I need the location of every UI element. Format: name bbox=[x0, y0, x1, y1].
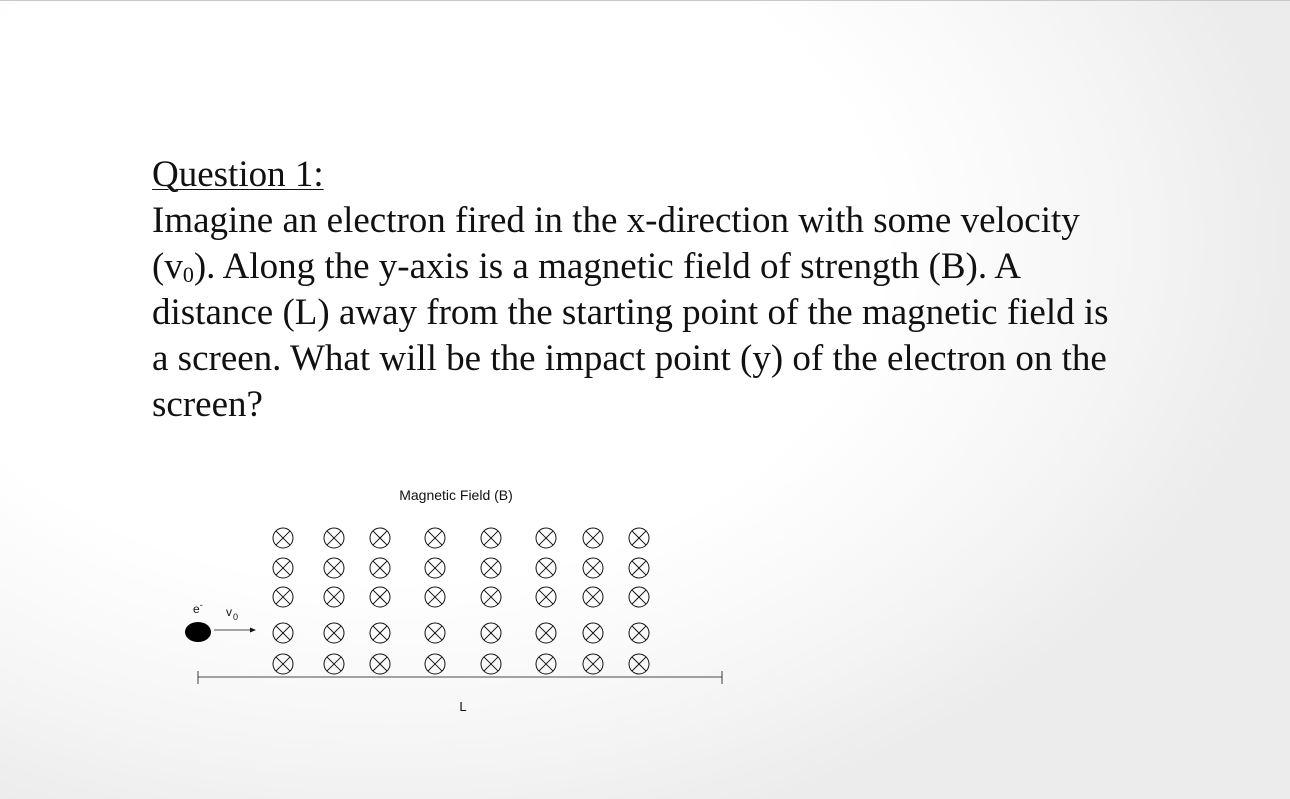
field-into-page-icon bbox=[583, 528, 603, 548]
question-body bbox=[152, 198, 1152, 428]
field-into-page-icon bbox=[324, 558, 344, 578]
distance-label: L bbox=[459, 699, 467, 714]
field-label: Magnetic Field (B) bbox=[399, 487, 513, 503]
field-into-page-icon bbox=[370, 528, 390, 548]
field-into-page-icon bbox=[583, 654, 603, 674]
field-into-page-icon bbox=[324, 623, 344, 643]
field-into-page-icon bbox=[273, 587, 293, 607]
field-grid bbox=[273, 528, 649, 674]
field-into-page-icon bbox=[536, 587, 556, 607]
question-heading: Question 1: bbox=[152, 154, 324, 195]
field-into-page-icon bbox=[273, 654, 293, 674]
magnetic-field-diagram bbox=[0, 470, 760, 730]
question-line-2-text-a: (v bbox=[152, 246, 183, 287]
field-into-page-icon bbox=[481, 558, 501, 578]
field-into-page-icon bbox=[536, 558, 556, 578]
field-into-page-icon bbox=[370, 654, 390, 674]
field-into-page-icon bbox=[481, 654, 501, 674]
field-into-page-icon bbox=[425, 623, 445, 643]
field-into-page-icon bbox=[583, 587, 603, 607]
field-into-page-icon bbox=[481, 528, 501, 548]
field-into-page-icon bbox=[629, 654, 649, 674]
field-into-page-icon bbox=[629, 528, 649, 548]
question-line-2 bbox=[152, 244, 1152, 290]
field-into-page-icon bbox=[583, 558, 603, 578]
velocity-label-text: v bbox=[226, 605, 232, 619]
field-into-page-icon bbox=[425, 587, 445, 607]
question-block bbox=[152, 152, 1152, 428]
electron-charge: - bbox=[199, 600, 203, 610]
field-into-page-icon bbox=[481, 587, 501, 607]
velocity-label bbox=[226, 605, 238, 622]
field-into-page-icon bbox=[629, 587, 649, 607]
question-line-3-text: distance (L) away from the starting point of the magnetic field is bbox=[152, 292, 1109, 333]
field-into-page-icon bbox=[370, 587, 390, 607]
field-into-page-icon bbox=[273, 528, 293, 548]
question-line-5-text: screen? bbox=[152, 384, 263, 425]
electron-label-text: e bbox=[193, 602, 200, 616]
question-line-2-text-b: ). Along the y-axis is a magnetic field of strength (B). A bbox=[193, 246, 1022, 287]
electron-icon bbox=[185, 622, 211, 642]
velocity-arrow-head-icon bbox=[250, 628, 256, 633]
electron-label bbox=[193, 600, 203, 616]
field-into-page-icon bbox=[481, 623, 501, 643]
question-line-3 bbox=[152, 290, 1152, 336]
question-line-4 bbox=[152, 336, 1152, 382]
field-into-page-icon bbox=[425, 528, 445, 548]
field-into-page-icon bbox=[370, 558, 390, 578]
question-line-4-text: a screen. What will be the impact point (y) of the electron on the bbox=[152, 338, 1107, 379]
field-into-page-icon bbox=[324, 528, 344, 548]
field-into-page-icon bbox=[583, 623, 603, 643]
field-into-page-icon bbox=[324, 587, 344, 607]
field-into-page-icon bbox=[536, 623, 556, 643]
question-line-5 bbox=[152, 382, 1152, 428]
field-into-page-icon bbox=[370, 623, 390, 643]
field-into-page-icon bbox=[629, 558, 649, 578]
question-line-1 bbox=[152, 198, 1152, 244]
field-into-page-icon bbox=[273, 623, 293, 643]
field-into-page-icon bbox=[425, 558, 445, 578]
top-border-line bbox=[0, 0, 1290, 1]
field-into-page-icon bbox=[536, 654, 556, 674]
field-into-page-icon bbox=[629, 623, 649, 643]
field-into-page-icon bbox=[273, 558, 293, 578]
velocity-subscript: 0 bbox=[182, 262, 194, 287]
field-into-page-icon bbox=[324, 654, 344, 674]
field-into-page-icon bbox=[536, 528, 556, 548]
velocity-label-subscript: 0 bbox=[233, 612, 239, 622]
question-line-1-text: Imagine an electron fired in the x-direction with some velocity bbox=[152, 200, 1080, 241]
field-into-page-icon bbox=[425, 654, 445, 674]
